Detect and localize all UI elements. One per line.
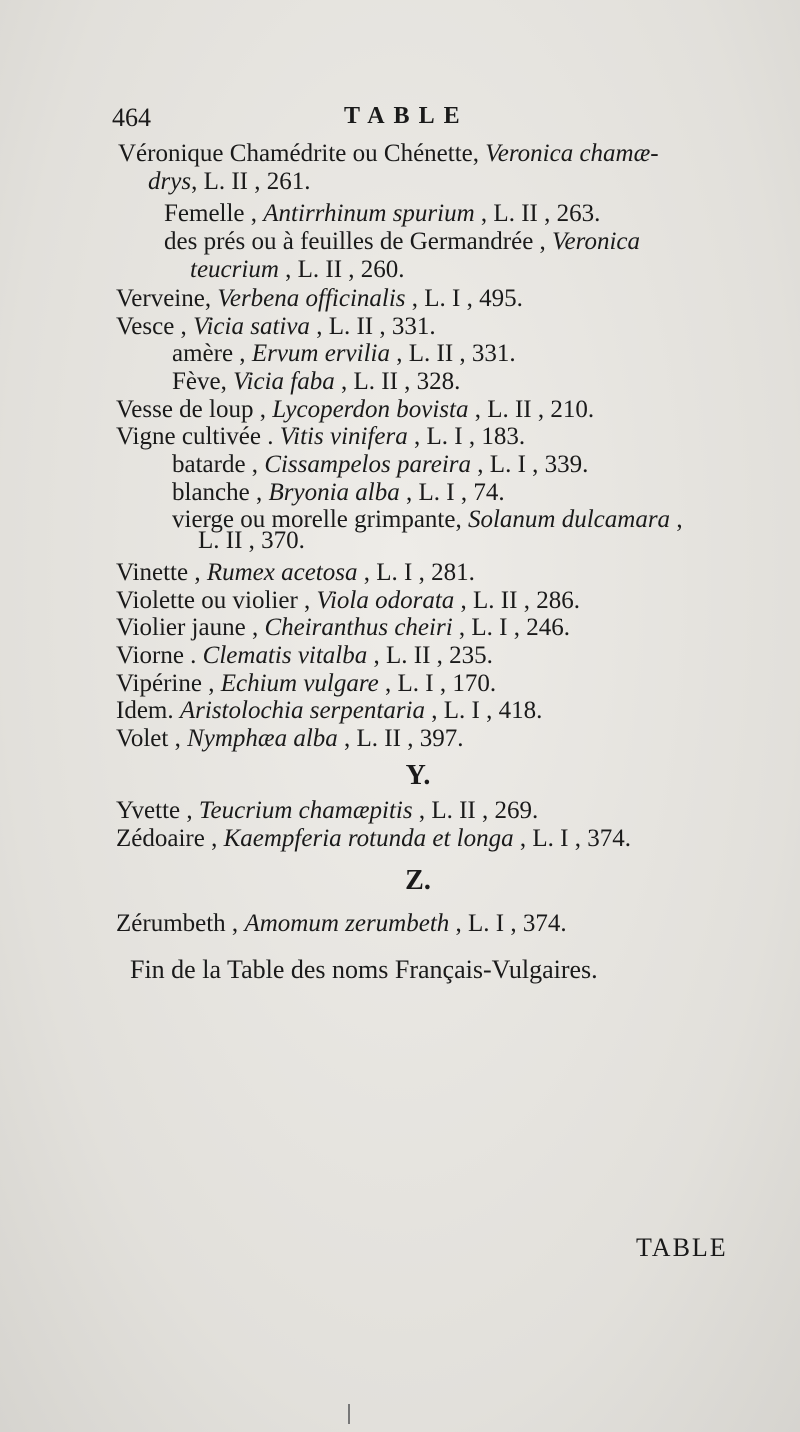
- entry-latin-name: Rumex acetosa: [206, 559, 358, 586]
- entry-common-name: Vigne cultivée .: [116, 423, 280, 450]
- entry-latin-name: Viola odorata: [316, 587, 455, 614]
- entry-common-name: batarde ,: [172, 451, 265, 478]
- index-entry: [116, 725, 463, 753]
- index-entry: [172, 451, 588, 479]
- index-entry: [116, 697, 542, 725]
- entry-latin-name: Verbena officinalis: [217, 285, 406, 312]
- entry-reference: , L. II , 261.: [191, 168, 311, 195]
- entry-common-name: Fève,: [172, 368, 234, 395]
- entry-reference: , L. I , 339.: [471, 451, 589, 478]
- entry-common-name: blanche ,: [172, 479, 269, 506]
- entry-common-name: amère ,: [172, 340, 252, 367]
- index-entry: [190, 256, 405, 284]
- entry-reference: , L. I , 418.: [425, 697, 543, 724]
- entry-common-name: Vesse de loup ,: [116, 396, 273, 423]
- index-entry: [116, 670, 496, 698]
- index-entry: [172, 479, 505, 507]
- entry-latin-name: Vicia sativa: [193, 313, 310, 340]
- entry-reference: , L. II , 286.: [454, 587, 580, 614]
- index-entry: [116, 396, 594, 424]
- entry-latin-name: Veronica chamæ-: [485, 140, 659, 167]
- index-entry: [148, 168, 310, 196]
- entry-common-name: Idem.: [116, 697, 180, 724]
- index-entry: [116, 313, 436, 341]
- index-entry: [116, 423, 525, 451]
- entry-latin-name: Aristolochia serpentaria: [179, 697, 426, 724]
- running-title: TABLE: [344, 103, 469, 129]
- entry-common-name: des prés ou à feuilles de Germandrée ,: [164, 228, 553, 255]
- entry-latin-name: Cissampelos pareira: [264, 451, 472, 478]
- index-entry: [116, 587, 580, 615]
- entry-reference: , L. I , 170.: [378, 670, 497, 697]
- entry-latin-name: Vitis vinifera: [279, 423, 408, 450]
- entry-latin-name: Teucrium chamæpitis: [198, 797, 413, 824]
- entry-reference: ,: [670, 506, 683, 533]
- entry-reference: , L. I , 281.: [357, 559, 475, 586]
- entry-common-name: Zérumbeth ,: [116, 910, 245, 937]
- entry-reference: , L. II , 331.: [389, 340, 516, 367]
- entry-common-name: Viorne .: [116, 642, 203, 669]
- entry-common-name: Vinette ,: [116, 559, 207, 586]
- entry-reference: , L. II , 235.: [367, 642, 493, 669]
- entry-latin-name: Bryonia alba: [268, 479, 400, 506]
- entry-common-name: Véronique Chamédrite ou Chénette,: [118, 140, 486, 167]
- entry-latin-name: Ervum ervilia: [251, 340, 390, 367]
- entry-latin-name: Cheiranthus cheiri: [264, 614, 453, 641]
- index-entry: [116, 559, 475, 587]
- entry-latin-name: Vicia faba: [233, 368, 335, 395]
- index-entry: [116, 642, 493, 670]
- entry-reference: , L. II , 331.: [309, 313, 436, 340]
- index-entry: [116, 797, 538, 825]
- entry-latin-name: Echium vulgare: [220, 670, 379, 697]
- catchword: TABLE: [636, 1233, 728, 1262]
- page-header: [112, 103, 512, 137]
- entry-reference: , L. II , 397.: [337, 725, 464, 752]
- entry-latin-name: teucrium: [190, 256, 279, 283]
- index-entry: [198, 527, 305, 555]
- entry-common-name: Vipérine ,: [116, 670, 221, 697]
- entry-common-name: Violier jaune ,: [116, 614, 265, 641]
- entry-common-name: Violette ou violier ,: [116, 587, 317, 614]
- entry-reference: , L. I , 374.: [513, 825, 631, 852]
- entry-reference: , L. II , 263.: [474, 200, 601, 227]
- index-entry: [116, 614, 570, 642]
- entry-reference: , L. I , 183.: [407, 423, 526, 450]
- index-entry: [116, 825, 631, 853]
- entry-reference: , L. I , 74.: [399, 479, 505, 506]
- entry-latin-name: Lycoperdon bovista: [272, 396, 469, 423]
- entry-latin-name: Solanum dulcamara: [467, 506, 671, 533]
- entry-reference: , L. II , 269.: [412, 797, 539, 824]
- index-entry: [172, 368, 460, 396]
- entry-latin-name: Kaempferia rotunda et longa: [223, 825, 514, 852]
- index-entry: [116, 910, 567, 938]
- index-entry: [164, 228, 640, 256]
- entry-common-name: Yvette ,: [116, 797, 199, 824]
- entry-common-name: vierge ou morelle grimpante,: [172, 506, 468, 533]
- entry-latin-name: Clematis vitalba: [202, 642, 368, 669]
- entry-common-name: Femelle ,: [164, 200, 264, 227]
- entry-latin-name: drys: [148, 168, 192, 195]
- entry-latin-name: Nymphæa alba: [187, 725, 338, 752]
- entry-reference: , L. II , 328.: [334, 368, 461, 395]
- entry-latin-name: Veronica: [552, 228, 640, 255]
- entry-reference: , L. I , 246.: [452, 614, 570, 641]
- entry-reference: , L. I , 374.: [449, 910, 567, 937]
- section-letter: Y.: [405, 760, 431, 791]
- entry-latin-name: Antirrhinum spurium: [263, 200, 475, 227]
- entry-common-name: Verveine,: [116, 285, 218, 312]
- page-number: 464: [112, 103, 151, 132]
- end-note: Fin de la Table des noms Français-Vulgaires.: [130, 955, 598, 984]
- page-mark: [348, 1404, 350, 1424]
- entry-latin-name: Amomum zerumbeth: [244, 910, 450, 937]
- index-entry: [118, 140, 659, 168]
- section-letter: Z.: [405, 865, 431, 896]
- entry-reference: , L. II , 260.: [278, 256, 405, 283]
- entry-common-name: Volet ,: [116, 725, 188, 752]
- entry-common-name: Zédoaire ,: [116, 825, 224, 852]
- entry-reference: L. II , 370.: [198, 527, 305, 554]
- entry-reference: , L. I , 495.: [405, 285, 523, 312]
- index-entry: [164, 200, 600, 228]
- entry-reference: , L. II , 210.: [468, 396, 595, 423]
- entry-common-name: Vesce ,: [116, 313, 194, 340]
- index-entry: [172, 340, 516, 368]
- index-entry: [116, 285, 523, 313]
